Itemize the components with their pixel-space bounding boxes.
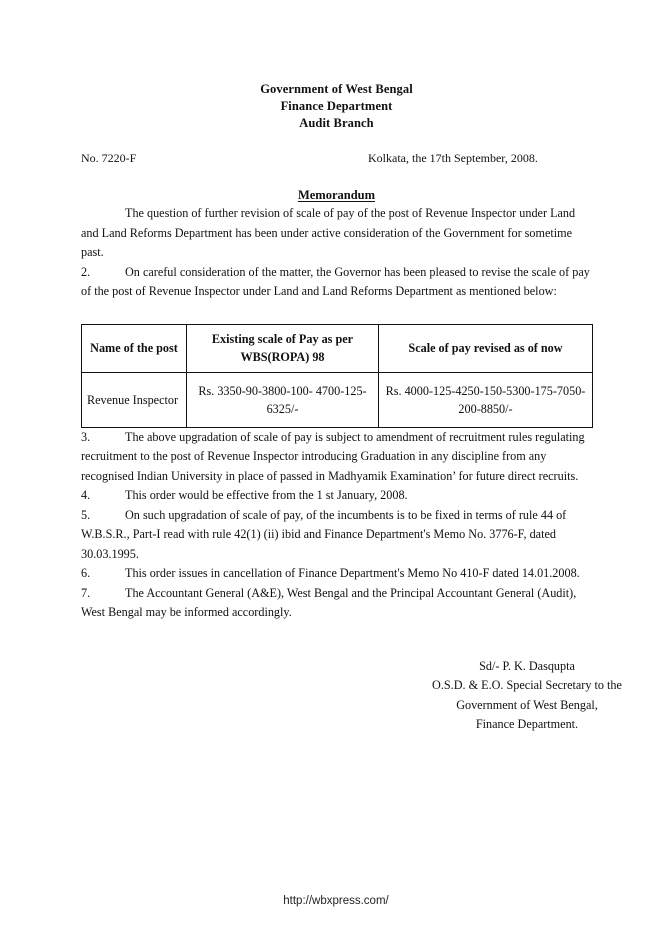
table-header-existing-scale: Existing scale of Pay as per WBS(ROPA) 98 — [187, 324, 379, 372]
paragraph-5-number: 5. — [81, 507, 91, 522]
paragraph-1 — [81, 204, 592, 263]
paragraph-4-text: This order would be effective from the 1 st January, 2008. — [125, 488, 408, 502]
table-header-revised-scale: Scale of pay revised as of now — [379, 324, 593, 372]
table-header-row — [82, 324, 593, 372]
letterhead-line-government: Government of West Bengal — [260, 82, 413, 96]
table-header-name-of-post: Name of the post — [82, 324, 187, 372]
table-row — [82, 372, 593, 427]
paragraph-6-number: 6. — [81, 566, 91, 580]
paragraph-1-text: The question of further revision of scale of pay of the post of Revenue Inspector under Land and Land Reforms Department has been under active consideration of the Government for sometime past. — [81, 206, 576, 259]
letterhead-line-department: Finance Department — [280, 99, 393, 113]
paragraph-6 — [81, 564, 592, 584]
paragraph-3-text: The above upgradation of scale of pay is subject to amendment of recruitment rules regulating recruitment to the post of Revenue Inspector introducing Graduation in any discipline from any recognised Indian University in place of passed in Madhyamik Examination’ for future direct recruits. — [81, 429, 585, 483]
signature-block — [381, 657, 672, 735]
paragraph-2 — [81, 263, 592, 302]
reference-date-row — [81, 151, 592, 168]
letterhead-line-branch: Audit Branch — [299, 116, 374, 130]
letterhead — [81, 81, 592, 132]
table-cell-existing-scale: Rs. 3350-90-3800-100- 4700-125-6325/- — [187, 372, 379, 427]
signatory-name: Sd/- P. K. Dasqupta — [479, 658, 575, 673]
paragraph-7-number: 7. — [81, 585, 91, 600]
page-title: Memorandum — [297, 188, 376, 202]
paragraph-4 — [81, 486, 592, 506]
signatory-designation: O.S.D. & E.O. Special Secretary to the — [432, 678, 622, 692]
memorandum-title-wrap — [81, 186, 592, 204]
signatory-government: Government of West Bengal, — [456, 697, 598, 712]
document-content — [81, 0, 622, 735]
table-cell-revised-scale: Rs. 4000-125-4250-150-5300-175-7050-200-8850/- — [379, 372, 593, 427]
table-cell-post: Revenue Inspector — [82, 372, 187, 427]
paragraph-2-number: 2. — [81, 264, 91, 279]
paragraph-7-text: The Accountant General (A&E), West Bengal and the Principal Accountant General (Audit), West Bengal may be informed accordingly. — [81, 585, 577, 619]
signatory-department: Finance Department. — [475, 717, 579, 731]
paragraph-5-text: On such upgradation of scale of pay, of the incumbents is to be fixed in terms of rule 44 of W.B.S.R., Part-I read with rule 42(1) (ii) ibid and Finance Department's Memo No. 3776-F, dated 30.03.1995. — [81, 507, 567, 561]
place-and-date: Kolkata, the 17th September, 2008. — [368, 151, 538, 165]
footer-watermark — [0, 895, 672, 907]
paragraph-4-number: 4. — [81, 488, 91, 502]
paragraph-7 — [81, 584, 592, 623]
footer-url: http://wbxpress.com/ — [283, 895, 389, 907]
paragraph-6-text: This order issues in cancellation of Finance Department's Memo No 410-F dated 14.01.2008. — [125, 566, 580, 580]
pay-scale-table — [81, 324, 593, 428]
paragraph-3-number: 3. — [81, 429, 91, 444]
paragraph-3 — [81, 428, 592, 487]
paragraph-2-text: On careful consideration of the matter, the Governor has been pleased to revise the scale of pay of the post of Revenue Inspector under Land and Land Reforms Department as mentioned below: — [81, 264, 590, 298]
memo-number: No. 7220-F — [81, 151, 137, 165]
paragraph-5 — [81, 506, 592, 565]
